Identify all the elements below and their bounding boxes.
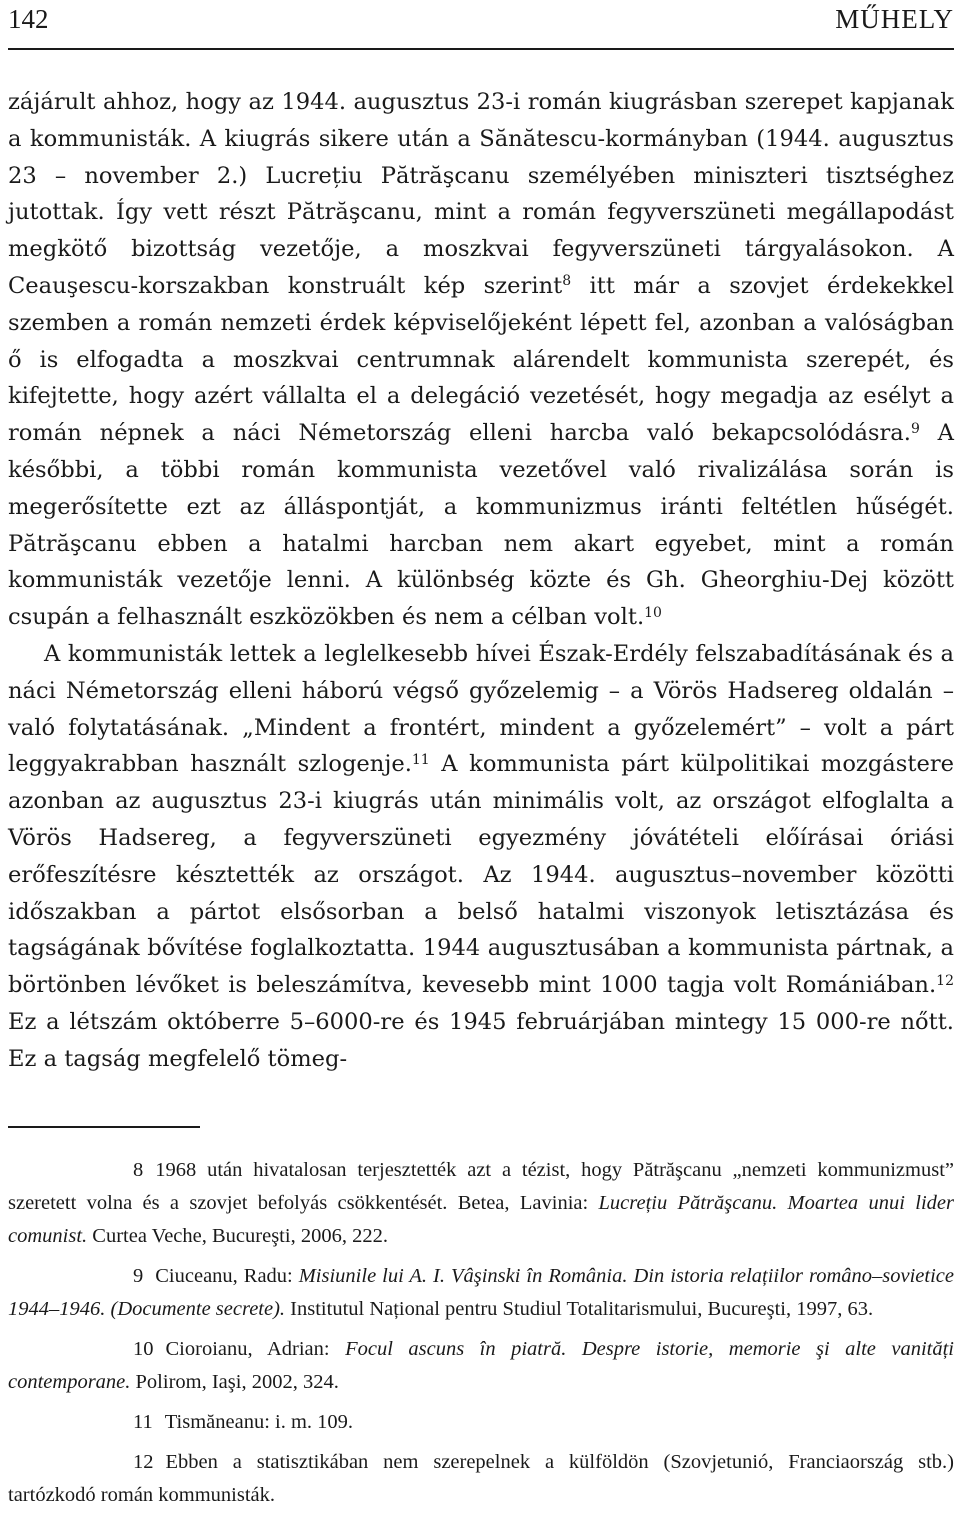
- footnote-number: 12: [133, 1450, 154, 1473]
- body-paragraph: [8, 84, 954, 636]
- text-run: zájárult ahhoz, hogy az 1944. augusztus 23-i román kiugrásban szerepet kapjanak a kommunisták. A kiugrás sikere után a Sănătescu-kormányban (1944. augusztus 23 – november 2.) Lucrețiu Pătrăşcanu személyében miniszteri tisztséghez jutottak. Így vett részt Pătrăşcanu, mint a román fegyverszüneti megállapodást megkötő bizottság vezetője, a moszkvai fegyverszüneti tárgyalásokon. A Ceauşescu-korszakban konstruált kép szerint: [8, 89, 954, 299]
- text-run: Cioroianu, Adrian:: [165, 1337, 346, 1360]
- italic-title: Focul ascuns în piatră. Despre istorie, memorie şi alte vanități contemporane.: [8, 1337, 954, 1393]
- text-run: A kommunisták lettek a leglelkesebb hívei Észak-Erdély felszabadításának és a náci Németország elleni háború végső győzelemig – a Vörös Hadsereg oldalán – való folytatásának. „Mindent a frontért, mindent a győzelemért” – volt a párt leggyakrabban használt szlogenje.: [8, 640, 954, 778]
- footnote: [8, 1446, 954, 1512]
- footnotes: [8, 1154, 954, 1512]
- footnote-number: 8: [133, 1158, 144, 1181]
- text-run: Polirom, Iaşi, 2002, 324.: [130, 1370, 339, 1393]
- footnote-reference: 12: [936, 972, 954, 989]
- footnote-reference: 8: [562, 273, 572, 290]
- text-run: A későbbi, a többi román kommunista vezetővel való rivalizálása során is megerősítette ezt az álláspontját, a kommunizmus iránti feltétlen hűségét. Pătrăşcanu ebben a hatalmi harcban nem akart egyebet, mint a román kommunisták vezetője lenni. A különbség közte és Gh. Gheorghiu-Dej között csupán a felhasznált eszközökben és nem a célban volt.: [8, 420, 954, 631]
- page-number: 142: [8, 4, 49, 34]
- running-header: [8, 0, 954, 50]
- footnote-reference: 10: [644, 604, 662, 621]
- footnote-number: 11: [133, 1410, 153, 1433]
- text-run: itt már a szovjet érdekekkel szemben a román nemzeti érdek képviselőjeként lépett fel, azonban a valóságban ő is elfogadta a moszkvai centrumnak alárendelt kommunista szerepét, és kifejtette, hogy azért vállalta el a delegáció vezetését, hogy megadja az esélyt a román népnek a náci Németország elleni harcba való bekapcsolódásra.: [8, 272, 955, 447]
- document-page: [8, 0, 954, 1519]
- body-paragraph: [8, 636, 954, 1078]
- text-run: Ciuceanu, Radu:: [155, 1264, 299, 1287]
- text-run: Curtea Veche, Bucureşti, 2006, 222.: [87, 1224, 388, 1247]
- italic-title: Misiunile lui A. I. Vâşinski în România. Din istoria relațiilor româno–sovietice 1944–1946. (Documente secrete).: [8, 1264, 954, 1320]
- text-run: A kommunista párt külpolitikai mozgástere azonban az augusztus 23-i kiugrás után minimális volt, az országot elfoglalta a Vörös Hadsereg, a fegyverszüneti egyezmény jóvátételi előírásai óriási erőfeszítésre késztették az országot. Az 1944. augusztus–november közötti időszakban a pártot elsősorban a belső hatalmi viszonyok letisztázása és tagságának bővítése foglalkoztatta. 1944 augusztusában a kommunista pártnak, a börtönben lévőket is beleszámítva, kevesebb mint 1000 tagja volt Romániában.: [8, 751, 954, 999]
- footnote-separator: [8, 1126, 200, 1128]
- footnote-reference: 9: [910, 420, 920, 437]
- italic-title: Lucrețiu Pătrăşcanu. Moartea unui lider comunist.: [8, 1191, 954, 1247]
- footnote-reference: 11: [411, 751, 430, 768]
- footnote: [8, 1260, 954, 1326]
- footnote-number: 9: [133, 1264, 144, 1287]
- footnote: [8, 1406, 954, 1439]
- footnote-number: 10: [133, 1337, 154, 1360]
- text-run: Institutul Național pentru Studiul Totalitarismului, Bucureşti, 1997, 63.: [285, 1297, 874, 1320]
- text-run: Ez a létszám októberre 5–6000-re és 1945 februárjában mintegy 15 000-re nőtt. Ez a tagság megfelelő tömeg-: [8, 1008, 954, 1072]
- text-run: Ebben a statisztikában nem szerepelnek a külföldön (Szovjetunió, Franciaország stb.) tartózkodó román kommunisták.: [8, 1450, 954, 1506]
- text-run: Tismăneanu: i. m. 109.: [164, 1410, 354, 1433]
- footnote: [8, 1154, 954, 1253]
- text-run: 1968 után hivatalosan terjesztették azt a tézist, hogy Pătrăşcanu „nemzeti kommunizmust” szeretett volna és a szovjet befolyás csökkentését. Betea, Lavinia:: [8, 1158, 954, 1214]
- footnote: [8, 1333, 954, 1399]
- section-title: MŰHELY: [835, 4, 954, 34]
- body-text: [8, 84, 954, 1078]
